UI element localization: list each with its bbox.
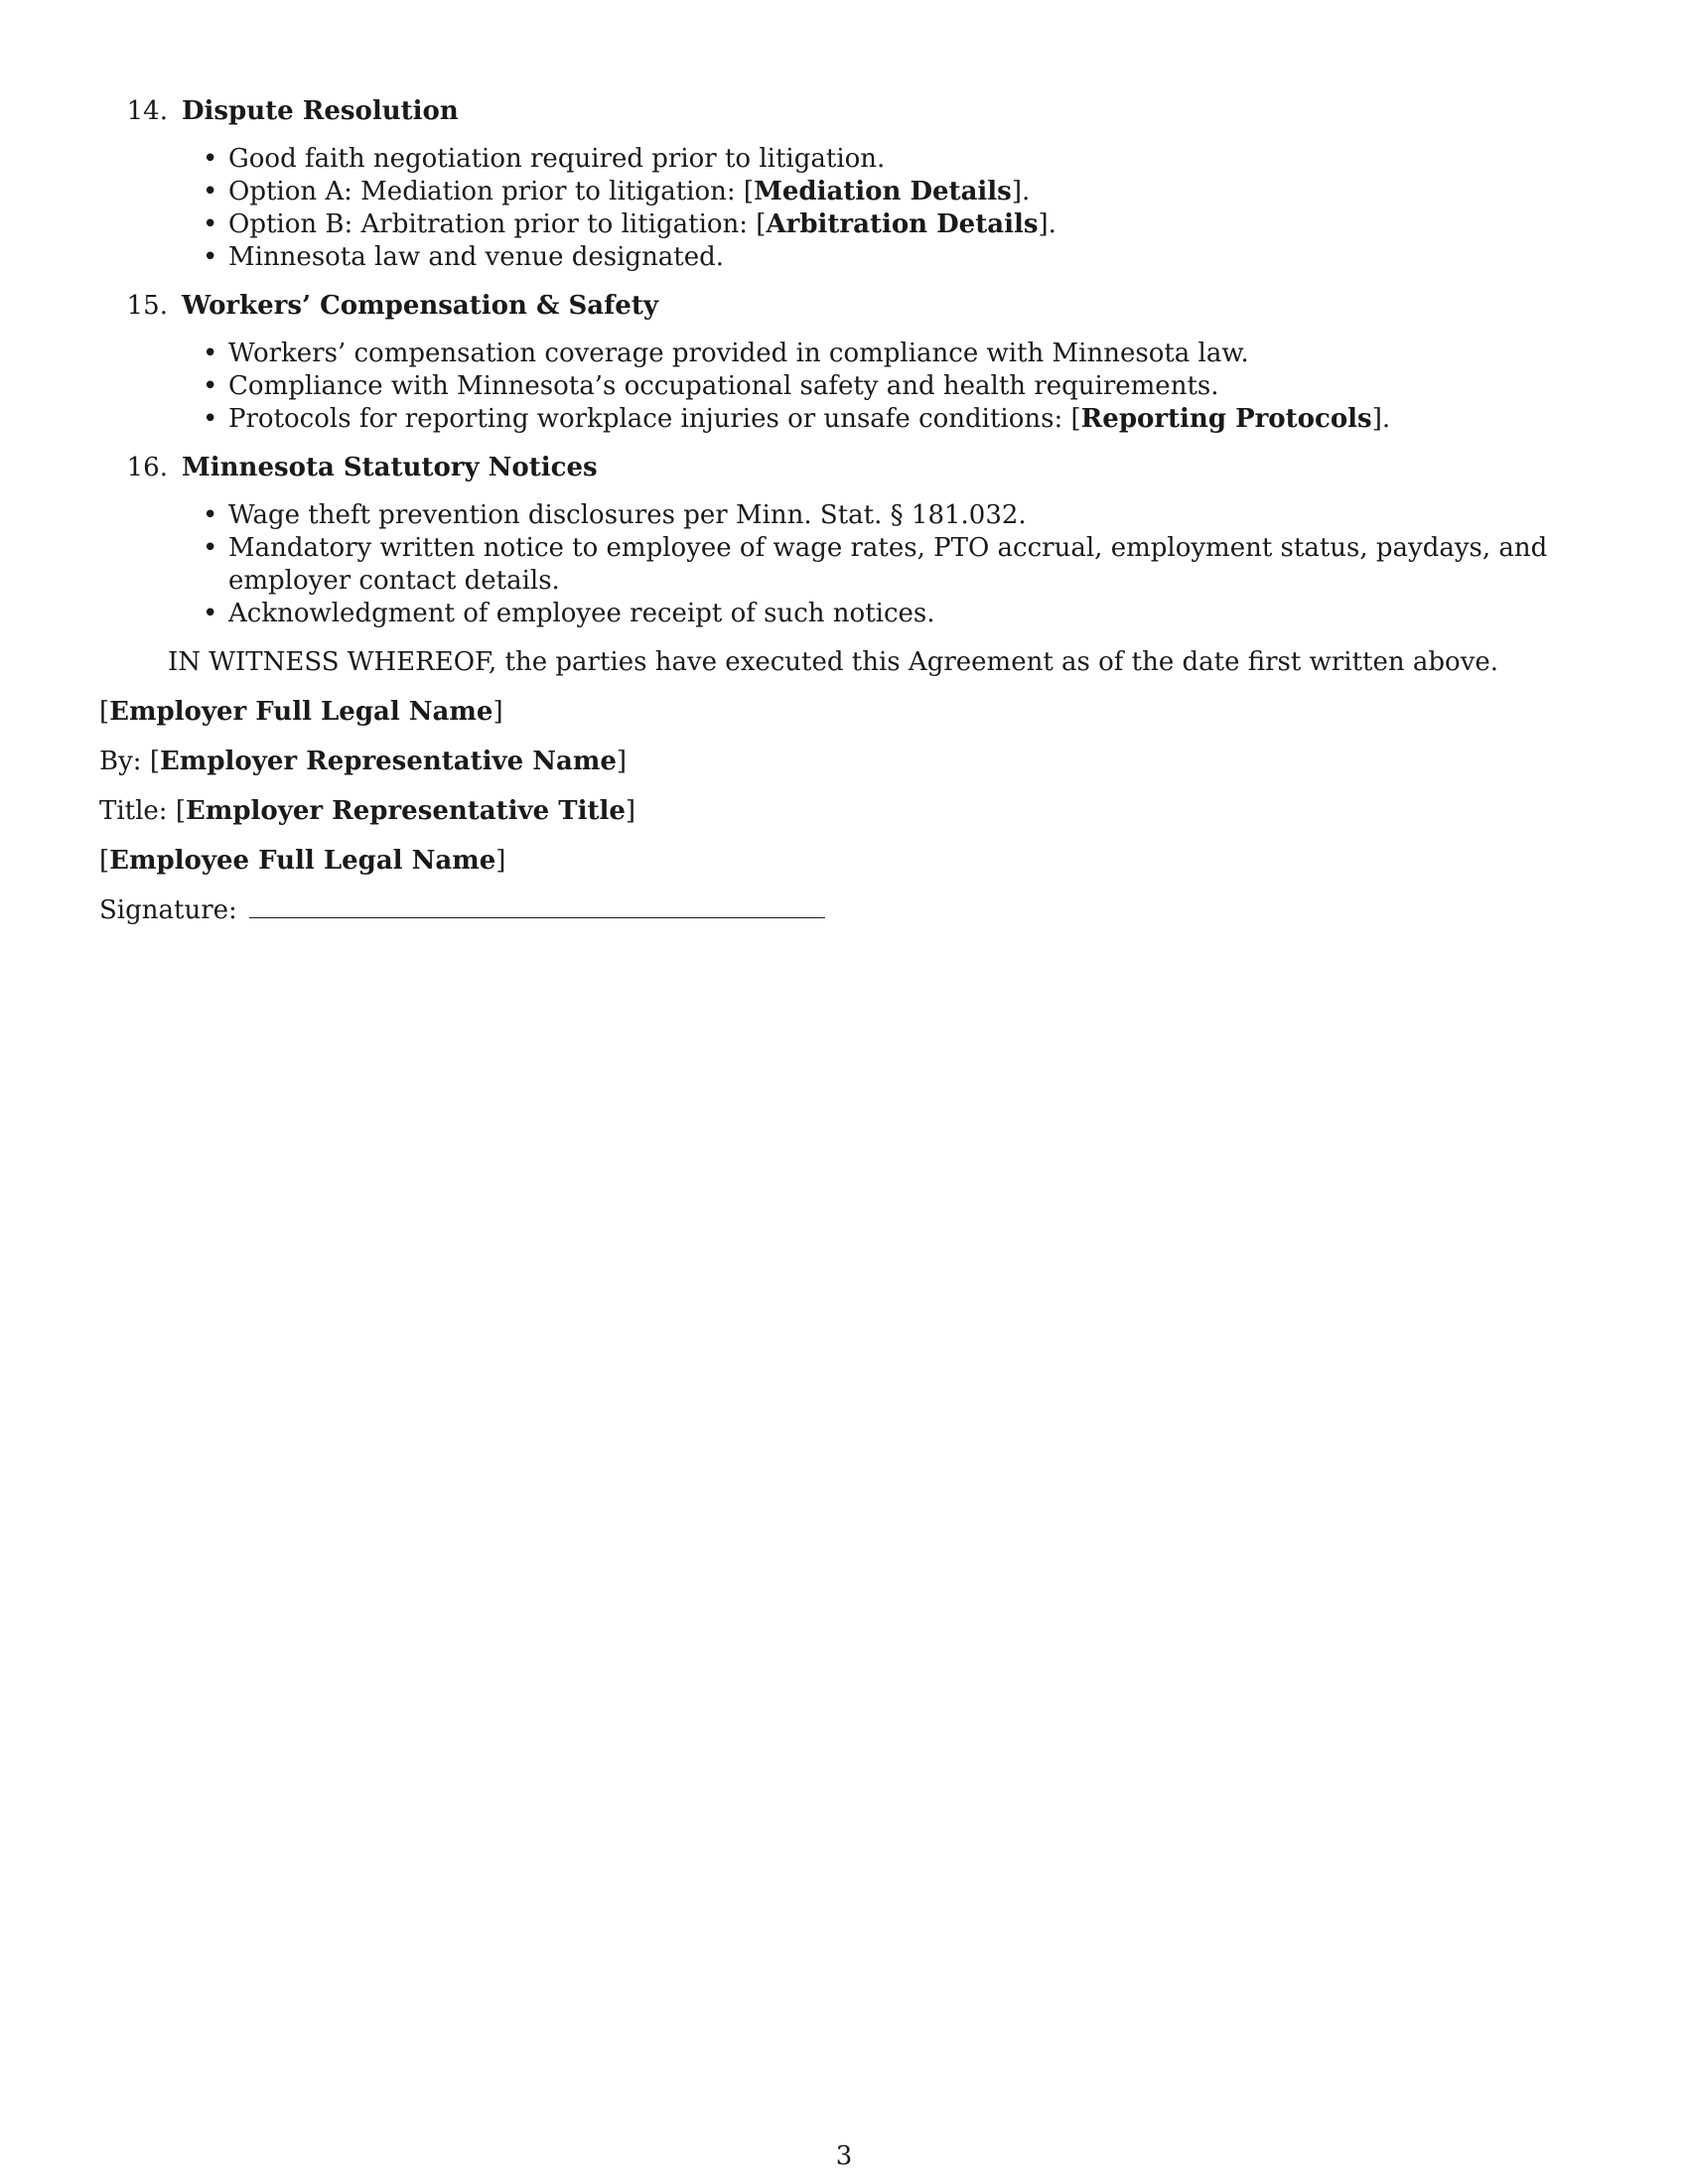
- placeholder-mediation-details: Mediation Details: [754, 177, 1012, 206]
- section-heading: [99, 452, 1591, 484]
- bullet-list: [99, 143, 1591, 274]
- section-heading: [99, 95, 1591, 128]
- by-line: By: [Employer Representative Name]: [99, 747, 628, 776]
- list-item: • Good faith negotiation required prior to litigation.: [228, 143, 1591, 176]
- page-number: 3: [835, 2141, 853, 2171]
- section-number: 15.: [126, 291, 168, 321]
- section-title: Dispute Resolution: [182, 96, 459, 126]
- placeholder-arbitration-details: Arbitration Details: [766, 209, 1039, 239]
- by-label: By:: [99, 747, 142, 776]
- employer-name-placeholder: Employer Full Legal Name: [109, 697, 493, 727]
- list-item: • Wage theft prevention disclosures per Minn. Stat. § 181.032.: [228, 499, 1591, 532]
- employer-name-line: [Employer Full Legal Name]: [99, 697, 503, 727]
- section-title: Workers’ Compensation & Safety: [182, 291, 658, 321]
- section-statutory-notices: [99, 452, 1591, 630]
- section-title: Minnesota Statutory Notices: [182, 453, 598, 482]
- signature-label: Signature:: [99, 895, 237, 925]
- representative-name-placeholder: Employer Representative Name: [159, 747, 617, 776]
- section-number: 14.: [126, 96, 168, 126]
- section-workers-compensation: [99, 290, 1591, 436]
- signature-line: [99, 894, 1591, 927]
- section-number: 16.: [126, 453, 168, 482]
- employee-name-line: [Employee Full Legal Name]: [99, 846, 506, 876]
- list-item: • Mandatory written notice to employee of wage rates, PTO accrual, employment status, paydays, and employer contact details.: [228, 532, 1591, 598]
- bullet-list: [99, 499, 1591, 630]
- list-item: • Workers’ compensation coverage provided in compliance with Minnesota law.: [228, 338, 1591, 370]
- section-dispute-resolution: [99, 95, 1591, 274]
- placeholder-reporting-protocols: Reporting Protocols: [1080, 404, 1372, 434]
- title-line: Title: [Employer Representative Title]: [99, 796, 636, 826]
- document-body: [99, 95, 1591, 944]
- witness-clause: IN WITNESS WHEREOF, the parties have executed this Agreement as of the date first written above.: [168, 647, 1499, 677]
- list-item: • Option A: Mediation prior to litigation: [Mediation Details].: [228, 176, 1591, 208]
- title-label: Title:: [99, 796, 168, 826]
- list-item: • Option B: Arbitration prior to litigation: [Arbitration Details].: [228, 208, 1591, 241]
- list-item: • Acknowledgment of employee receipt of such notices.: [228, 598, 1591, 630]
- list-item: • Minnesota law and venue designated.: [228, 241, 1591, 274]
- employee-name-placeholder: Employee Full Legal Name: [109, 846, 496, 876]
- signature-field[interactable]: [249, 895, 825, 918]
- list-item: • Protocols for reporting workplace injuries or unsafe conditions: [Reporting Protocols].: [228, 403, 1591, 436]
- representative-title-placeholder: Employer Representative Title: [186, 796, 626, 826]
- bullet-list: [99, 338, 1591, 436]
- list-item: • Compliance with Minnesota’s occupational safety and health requirements.: [228, 370, 1591, 403]
- section-heading: [99, 290, 1591, 323]
